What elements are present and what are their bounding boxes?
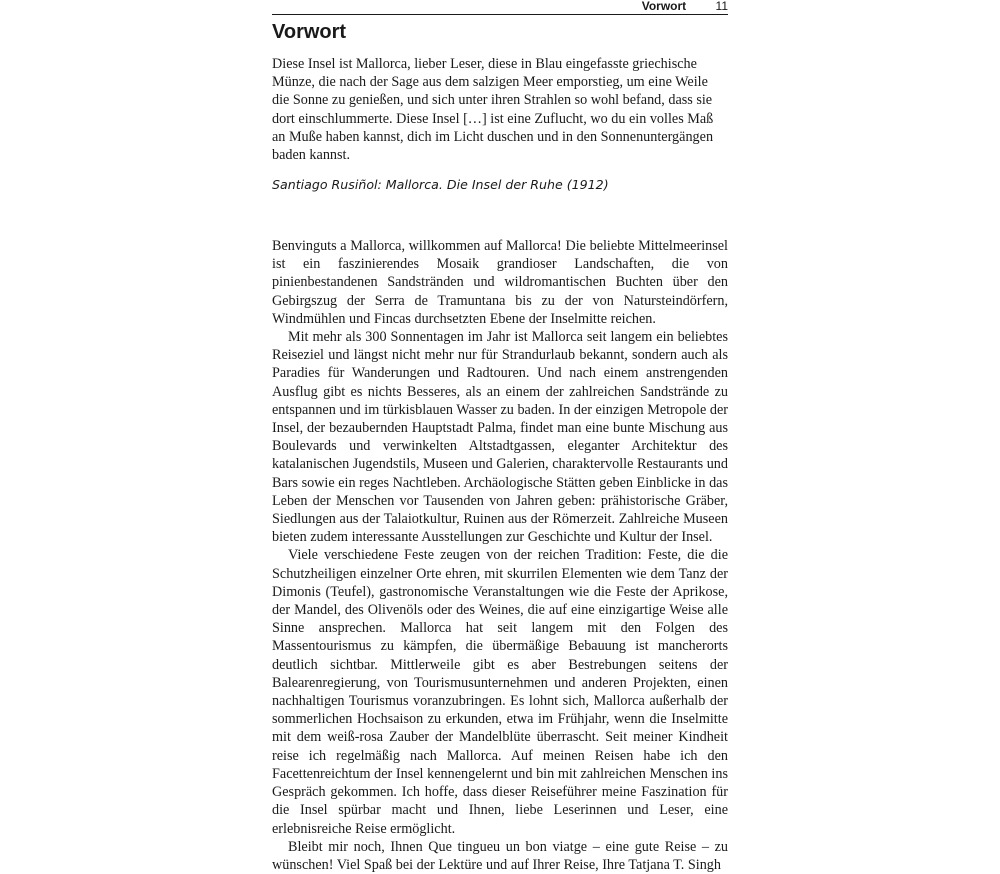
running-title: Vorwort — [641, 0, 687, 13]
running-head — [642, 0, 728, 14]
page-number: 11 — [715, 0, 728, 13]
body-paragraph: Benvinguts a Mallorca, willkommen auf Mallorca! Die beliebte Mittelmeerinsel ist ein faszinierendes Mosaik grandioser Landschaften, die von pinienbestandenen Sandstränden und wildromantischen Buchten über den Gebirgszug der Serra de Tramuntana bis zu der von Natursteindörfern, Windmühlen und Fincas durchsetzten Ebene der Inselmitte reichen. — [272, 238, 728, 327]
body-text — [272, 237, 728, 874]
epigraph-quote: Diese Insel ist Mallorca, lieber Leser, diese in Blau eingefasste griechische Münze, die nach der Sage aus dem salzigen Meer emporstieg, um eine Weile die Sonne zu genießen, und sich unter ihren Strahlen so wohl befand, dass sie dort einschlummerte. Diese Insel […] ist eine Zuflucht, wo du ein volles Maß an Muße haben kannst, dich im Licht duschen und in den Sonnenuntergängen baden kannst. — [272, 56, 714, 164]
chapter-title: Vorwort — [272, 21, 347, 43]
header-rule — [272, 14, 728, 15]
body-paragraph: Mit mehr als 300 Sonnentagen im Jahr ist Mallorca seit langem ein beliebtes Reiseziel und längst nicht mehr nur für Strandurlaub bekannt, sondern auch als Paradies für Wanderungen und Radtouren. Und nach einem anstrengenden Ausflug gibt es nichts Besseres, als an einem der zahlreichen Sandstrände zu entspannen und im türkisblauen Wasser zu baden. In der einzigen Metropole der Insel, der bezaubernden Hauptstadt Palma, findet man eine bunte Mischung aus Boulevards und verwinkelten Altstadtgassen, eleganter Architektur des katalanischen Jugendstils, Museen und Galerien, charaktervolle Restaurants und Bars sowie ein reges Nachtleben. Archäologische Stätten geben Einblicke in das Leben der Menschen vor Tausenden von Jahren geben: prähistorische Gräber, Siedlungen aus der Talaiotkultur, Ruinen aus der Römerzeit. Zahlreiche Museen bieten zudem interessante Ausstellungen zur Geschichte und Kultur der Insel. — [272, 329, 728, 546]
epigraph-source: Santiago Rusiñol: Mallorca. Die Insel der Ruhe (1912) — [272, 177, 609, 192]
body-paragraph: Viele verschiedene Feste zeugen von der reichen Tradition: Feste, die die Schutzheiligen einzelner Orte ehren, mit skurrilen Elementen wie dem Tanz der Dimonis (Teufel), gastronomische Veranstaltungen wie die Feste der Aprikose, der Mandel, des Olivenöls oder des Weines, die auf eine einzigartige Weise alle Sinne ansprechen. Mallorca hat seit langem mit den Folgen des Massentourismus zu kämpfen, die übermäßige Bebauung ist mancherorts deutlich sichtbar. Mittlerweile gibt es aber Bestrebungen seitens der Balearenregierung, von Tourismusunternehmen und anderen Projekten, einen nachhaltigen Tourismus voranzubringen. Es lohnt sich, Mallorca außerhalb der sommerlichen Hochsaison zu erkunden, etwa im Frühjahr, wenn die Inselmitte mit dem weiß-rosa Zauber der Mandelblüte überrascht. Seit meiner Kindheit reise ich regelmäßig nach Mallorca. Auf meinen Reisen habe ich den Facettenreichtum der Insel kennengelernt und bin mit zahlreichen Menschen ins Gespräch gekommen. Ich hoffe, dass dieser Reiseführer meine Faszination für die Insel spürbar macht und Ihnen, liebe Leserinnen und Leser, eine erlebnisreiche Reise ermöglicht. — [272, 547, 728, 837]
body-paragraph: Bleibt mir noch, Ihnen Que tingueu un bon viatge – eine gute Reise – zu wünschen! Viel Spaß bei der Lektüre und auf Ihrer Reise, Ihre Tatjana T. Singh — [272, 838, 728, 873]
